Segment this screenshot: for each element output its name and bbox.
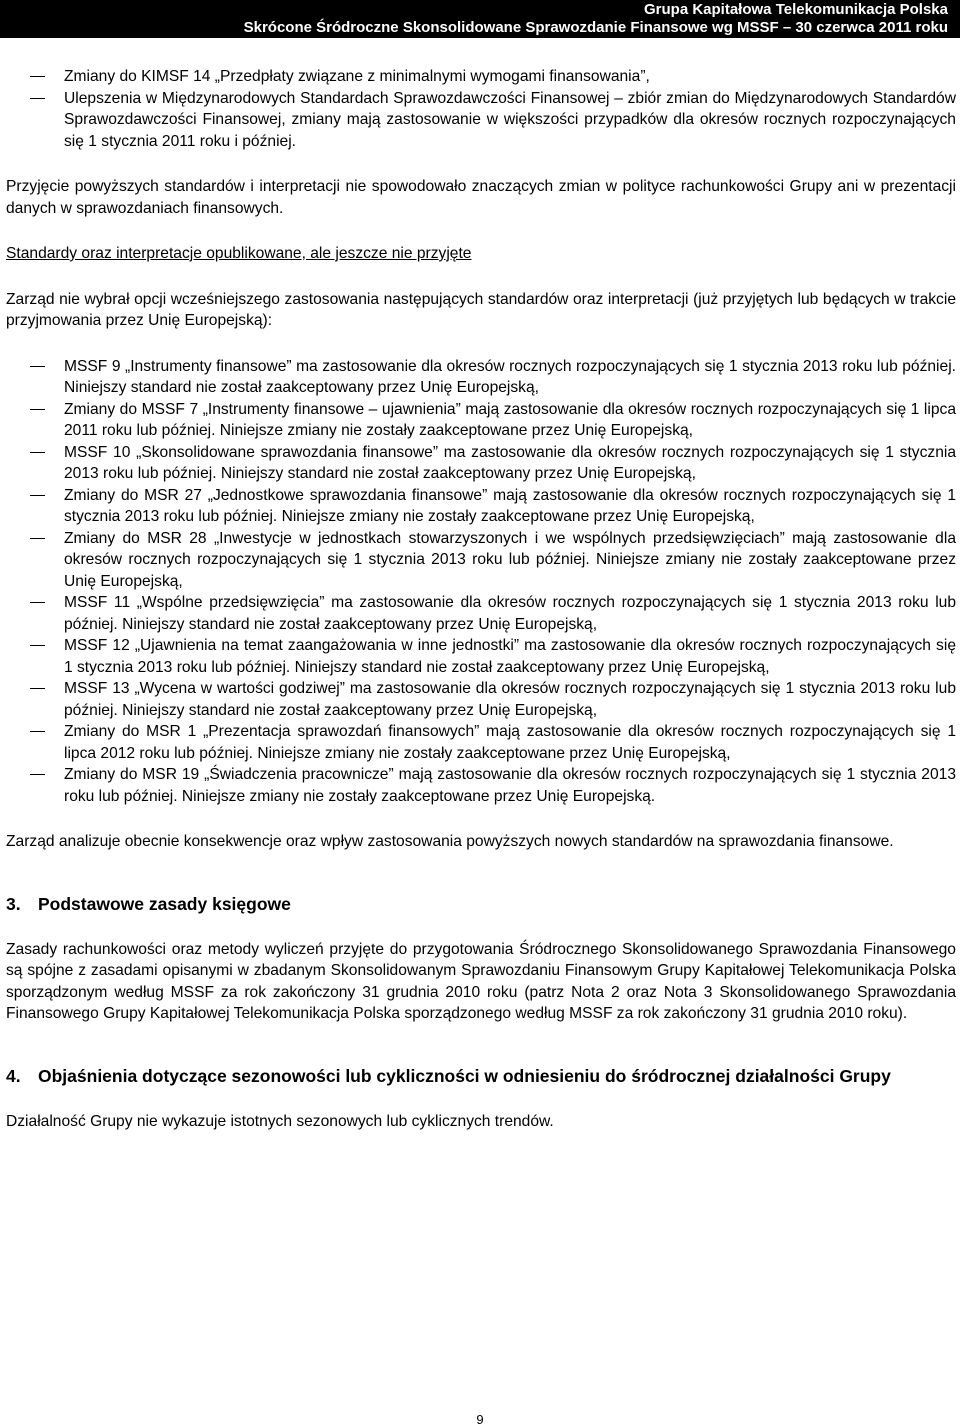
page-content (6, 66, 956, 1132)
list-item: MSSF 12 „Ujawnienia na temat zaangażowania w inne jednostki” ma zastosowanie dla okresów rocznych rozpoczynających się 1 stycznia 2013 roku lub później. Niniejszy standard nie został zaakceptowany przez Unię Europejską, (6, 635, 956, 678)
dash-bullet-icon (30, 538, 45, 539)
dash-bullet-icon (30, 688, 45, 689)
list-item: MSSF 11 „Wspólne przedsięwzięcia” ma zastosowanie dla okresów rocznych rozpoczynających się 1 stycznia 2013 roku lub później. Niniejszy standard nie został zaakceptowany przez Unię Europejską, (6, 592, 956, 635)
company-name: Grupa Kapitałowa Telekomunikacja Polska (644, 1, 948, 18)
section-3-body: Zasady rachunkowości oraz metody wyliczeń przyjęte do przygotowania Śródrocznego Skonsolidowanego Sprawozdania Finansowego są spójne z zasadami opisanymi w zbadanym Skonsolidowanym Sprawozdaniu Finansowym Grupy Kapitałowej Telekomunikacja Polska sporządzonym według MSSF za rok zakończony 31 grudnia 2010 roku (patrz Nota 2 oraz Nota 3 Skonsolidowanego Sprawozdania Finansowego Grupy Kapitałowej Telekomunikacja Polska sporządzonego według MSSF za rok zakończony 31 grudnia 2010 roku). (6, 940, 956, 1022)
report-header (0, 0, 960, 38)
section-3-number: 3. (6, 893, 21, 914)
dash-bullet-icon (30, 409, 45, 410)
dash-bullet-icon (30, 452, 45, 453)
list-item: Zmiany do MSR 1 „Prezentacja sprawozdań finansowych” mają zastosowanie dla okresów rocznych rozpoczynających się 1 lipca 2012 roku lub później. Niniejsze zmiany nie zostały zaakceptowane przez Unię Europejską, (6, 721, 956, 764)
list-item: Ulepszenia w Międzynarodowych Standardach Sprawozdawczości Finansowej – zbiór zmian do Międzynarodowych Standardów Sprawozdawczości Finansowej, zmiany mają zastosowanie w większości przypadków dla okresów rocznych rozpoczynających się 1 stycznia 2011 roku i później. (6, 88, 956, 153)
dash-bullet-icon (30, 602, 45, 603)
intro-bullet-list (6, 66, 956, 152)
dash-bullet-icon (30, 98, 45, 99)
published-standards-heading: Standardy oraz interpretacje opublikowane, ale jeszcze nie przyjęte (6, 245, 472, 262)
published-standards-intro: Zarząd nie wybrał opcji wcześniejszego zastosowania następujących standardów oraz interpretacji (już przyjętych lub będących w trakcie przyjmowania przez Unię Europejską): (6, 290, 956, 329)
section-4-heading (6, 1065, 956, 1087)
list-item: MSSF 10 „Skonsolidowane sprawozdania finansowe” ma zastosowanie dla okresów rocznych rozpoczynających się 1 stycznia 2013 roku lub później. Niniejszy standard nie został zaakceptowany przez Unię Europejską, (6, 442, 956, 485)
list-item: Zmiany do MSSF 7 „Instrumenty finansowe – ujawnienia” mają zastosowanie dla okresów rocznych rozpoczynających się 1 lipca 2011 roku lub później. Niniejsze zmiany nie zostały zaakceptowane przez Unię Europejską, (6, 399, 956, 442)
page-number: 9 (476, 1412, 484, 1427)
dash-bullet-icon (30, 731, 45, 732)
dash-bullet-icon (30, 366, 45, 367)
section-4-body: Działalność Grupy nie wykazuje istotnych sezonowych lub cyklicznych trendów. (6, 1112, 554, 1130)
standards-bullet-list (6, 356, 956, 808)
section-3-heading (6, 893, 956, 915)
section-3-title: Podstawowe zasady księgowe (38, 893, 291, 914)
list-item: Zmiany do KIMSF 14 „Przedpłaty związane z minimalnymi wymogami finansowania”, (6, 66, 956, 88)
adoption-paragraph: Przyjęcie powyższych standardów i interpretacji nie spowodowało znaczących zmian w polityce rachunkowości Grupy ani w prezentacji danych w sprawozdaniach finansowych. (6, 178, 956, 217)
list-item: Zmiany do MSR 27 „Jednostkowe sprawozdania finansowe” mają zastosowanie dla okresów rocznych rozpoczynających się 1 stycznia 2013 roku lub później. Niniejsze zmiany nie zostały zaakceptowane przez Unię Europejską, (6, 485, 956, 528)
list-item: Zmiany do MSR 19 „Świadczenia pracownicze” mają zastosowanie dla okresów rocznych rozpoczynających się 1 stycznia 2013 roku lub później. Niniejsze zmiany nie zostały zaakceptowane przez Unię Europejską. (6, 764, 956, 807)
dash-bullet-icon (30, 774, 45, 775)
dash-bullet-icon (30, 645, 45, 646)
list-item: Zmiany do MSR 28 „Inwestycje w jednostkach stowarzyszonych i we wspólnych przedsięwzięciach” mają zastosowanie dla okresów rocznych rozpoczynających się 1 stycznia 2013 roku lub później. Niniejsze zmiany nie zostały zaakceptowane przez Unię Europejską, (6, 528, 956, 593)
section-4-number: 4. (6, 1065, 21, 1086)
analysis-paragraph: Zarząd analizuje obecnie konsekwencje oraz wpływ zastosowania powyższych nowych standardów na sprawozdania finansowe. (6, 833, 894, 850)
report-title: Skrócone Śródroczne Skonsolidowane Sprawozdanie Finansowe wg MSSF – 30 czerwca 2011 roku (243, 19, 948, 36)
list-item: MSSF 9 „Instrumenty finansowe” ma zastosowanie dla okresów rocznych rozpoczynających się 1 stycznia 2013 roku lub później. Niniejszy standard nie został zaakceptowany przez Unię Europejską, (6, 356, 956, 399)
dash-bullet-icon (30, 76, 45, 77)
list-item: MSSF 13 „Wycena w wartości godziwej” ma zastosowanie dla okresów rocznych rozpoczynających się 1 stycznia 2013 roku lub później. Niniejszy standard nie został zaakceptowany przez Unię Europejską, (6, 678, 956, 721)
dash-bullet-icon (30, 495, 45, 496)
section-4-title: Objaśnienia dotyczące sezonowości lub cykliczności w odniesieniu do śródrocznej działalności Grupy (38, 1065, 891, 1086)
